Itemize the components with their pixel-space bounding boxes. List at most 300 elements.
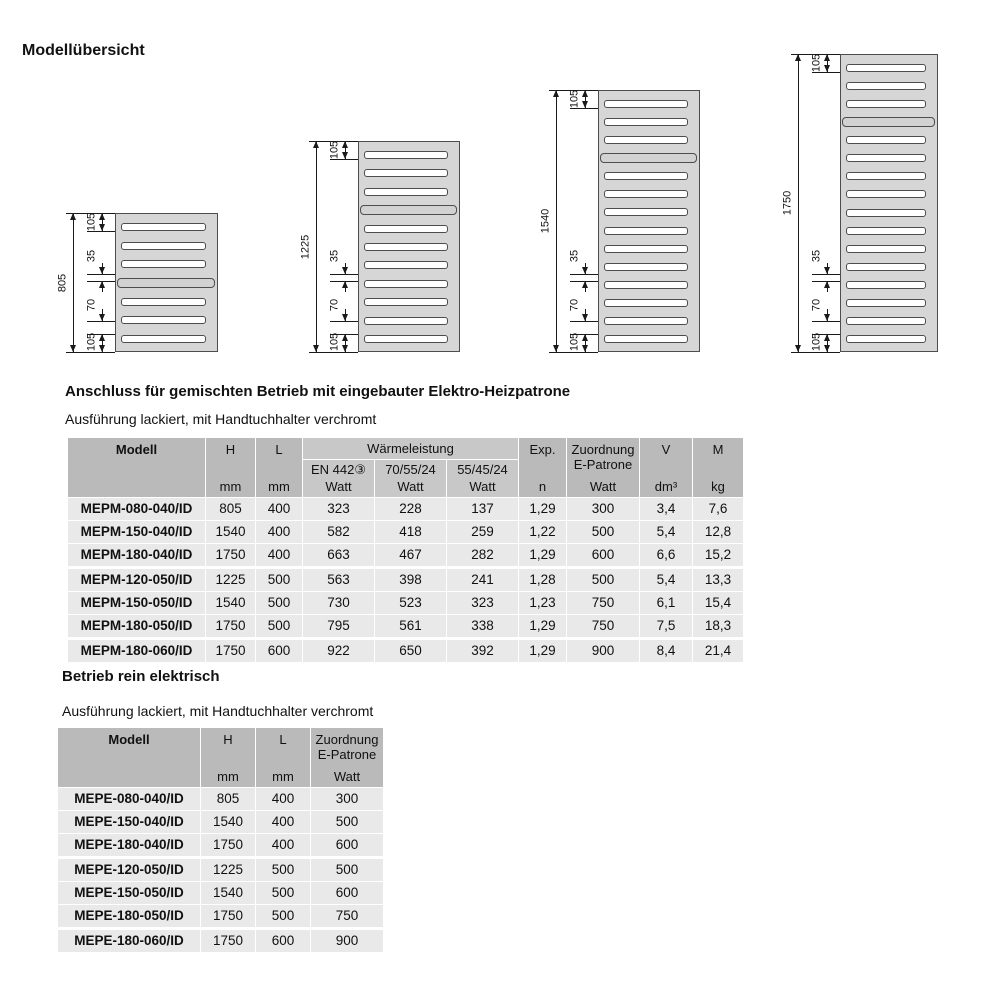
table-cell: 228 [375, 498, 446, 520]
table-cell: 500 [256, 569, 302, 591]
dim-tick [570, 321, 598, 322]
dim-arrow-up-icon [313, 141, 319, 148]
table-cell: 418 [375, 521, 446, 543]
column-label-line: M [712, 442, 724, 457]
column-unit: Watt [397, 479, 424, 494]
table-cell: 241 [447, 569, 518, 591]
dim-label-70: 70 [328, 298, 341, 312]
column-label [385, 462, 436, 477]
radiator-slot [846, 227, 926, 235]
dim-arrow-up-icon [553, 90, 559, 97]
table-cell: 600 [311, 834, 383, 856]
table-cell: 300 [567, 498, 639, 520]
column-label [311, 462, 366, 477]
dim-arrow-down-icon [824, 345, 830, 352]
column-unit: Watt [589, 479, 617, 494]
radiator-slot [846, 245, 926, 253]
table-cell: 400 [256, 498, 302, 520]
radiator-slot [364, 243, 448, 251]
table-cell: 400 [256, 834, 310, 856]
column-label [662, 442, 671, 457]
table-cell: 500 [567, 521, 639, 543]
electric-only-table [58, 728, 383, 952]
table-cell: 1750 [206, 544, 255, 566]
table-cell: 5,4 [640, 569, 692, 591]
table-cell: 467 [375, 544, 446, 566]
table-cell: 1750 [201, 905, 255, 927]
column-label-line: Exp. [529, 442, 556, 457]
radiator-slot [604, 172, 688, 180]
column-header-l [256, 438, 302, 497]
radiator-slot [604, 136, 688, 144]
dim-label-105-top: 105 [810, 53, 823, 73]
column-header-v [640, 438, 692, 497]
column-label [226, 442, 235, 457]
table-cell: 400 [256, 788, 310, 810]
radiator-slot [846, 335, 926, 343]
dim-arrow-down-icon [582, 267, 588, 274]
table-cell: 1540 [201, 882, 255, 904]
table-cell: 750 [311, 905, 383, 927]
table-cell: 500 [256, 592, 302, 614]
dim-tick [791, 352, 840, 353]
dim-tick [66, 352, 115, 353]
table-row [68, 592, 743, 614]
table-row [58, 811, 383, 833]
dim-line [556, 90, 557, 352]
dim-tick [330, 321, 358, 322]
table-cell: 795 [303, 615, 374, 637]
dim-arrow-down-icon [824, 314, 830, 321]
table-row [68, 521, 743, 543]
dim-arrow-down-icon [313, 345, 319, 352]
radiator-slot [846, 100, 926, 108]
table-cell: 1,22 [519, 521, 566, 543]
table-cell: 563 [303, 569, 374, 591]
column-label [316, 732, 379, 762]
dim-arrow-down-icon [582, 101, 588, 108]
radiator-slot [846, 172, 926, 180]
model-cell: MEPE-150-050/ID [58, 882, 200, 904]
dim-arrow-up-icon [582, 90, 588, 97]
column-label [275, 442, 282, 457]
dim-arrow-up-icon [99, 213, 105, 220]
table-cell: 1750 [206, 640, 255, 662]
dim-label-35: 35 [85, 249, 98, 263]
radiator-slot [604, 317, 688, 325]
radiator-slot [846, 82, 926, 90]
table-cell: 1750 [201, 834, 255, 856]
radiator-slot [364, 151, 448, 159]
column-header-l [256, 728, 310, 787]
dim-arrow-down-icon [553, 345, 559, 352]
table-cell: 400 [256, 811, 310, 833]
column-label-line: H [223, 732, 233, 747]
dim-arrow-up-icon [342, 281, 348, 288]
column-label-line: E-Patrone [317, 747, 377, 762]
table-row [58, 859, 383, 881]
column-unit: mm [268, 479, 290, 494]
total-height-label: 805 [56, 273, 69, 292]
model-cell: MEPE-120-050/ID [58, 859, 200, 881]
table-cell: 650 [375, 640, 446, 662]
column-unit: n [538, 479, 547, 494]
model-cell: MEPM-150-050/ID [68, 592, 205, 614]
table-row [68, 544, 743, 566]
table-cell: 6,1 [640, 592, 692, 614]
column-label-line: Modell [115, 442, 158, 457]
sub-header-row [303, 460, 518, 497]
table-cell: 7,5 [640, 615, 692, 637]
table-cell: 582 [303, 521, 374, 543]
dim-label-105-top: 105 [328, 140, 341, 160]
table-cell: 1,29 [519, 544, 566, 566]
table-cell: 282 [447, 544, 518, 566]
radiator-slot [846, 154, 926, 162]
total-height-label: 1540 [539, 208, 552, 234]
radiator-slot [364, 225, 448, 233]
dim-tick [87, 321, 115, 322]
electric-only-table-header [58, 728, 383, 787]
radiator-slot [121, 223, 206, 231]
table-cell: 500 [311, 811, 383, 833]
radiator-slot [604, 208, 688, 216]
dim-arrow-down-icon [99, 224, 105, 231]
column-unit: Watt [325, 479, 352, 494]
column-label [457, 462, 508, 477]
table-cell: 6,6 [640, 544, 692, 566]
column-label [279, 732, 286, 747]
radiator-slot [364, 335, 448, 343]
model-cell: MEPM-180-040/ID [68, 544, 205, 566]
radiator-slot [846, 299, 926, 307]
table-cell: 600 [567, 544, 639, 566]
dim-label-105-top: 105 [568, 89, 581, 109]
radiator-slot [604, 100, 688, 108]
table-cell: 7,6 [693, 498, 743, 520]
table-cell: 392 [447, 640, 518, 662]
table-cell: 1750 [206, 615, 255, 637]
dim-arrow-up-icon [582, 281, 588, 288]
dim-label-105-top: 105 [85, 212, 98, 232]
table-cell: 338 [447, 615, 518, 637]
radiator-slot [604, 335, 688, 343]
table-cell: 1,29 [519, 640, 566, 662]
radiator-slot [364, 280, 448, 288]
table-cell: 21,4 [693, 640, 743, 662]
dim-arrow-up-icon [70, 213, 76, 220]
table-row [58, 834, 383, 856]
table-row [68, 569, 743, 591]
table-cell: 8,4 [640, 640, 692, 662]
table-cell: 922 [303, 640, 374, 662]
dim-arrow-down-icon [582, 314, 588, 321]
section2-subheading: Ausführung lackiert, mit Handtuchhalter verchromt [62, 703, 374, 719]
radiator-slot [846, 317, 926, 325]
table-cell: 500 [256, 882, 310, 904]
model-cell: MEPM-120-050/ID [68, 569, 205, 591]
dim-arrow-down-icon [582, 345, 588, 352]
dim-line [316, 141, 317, 352]
radiator-slot [604, 281, 688, 289]
table-cell: 663 [303, 544, 374, 566]
towel-bar [360, 205, 457, 215]
mixed-operation-table-header [68, 438, 743, 497]
radiator-slot [604, 190, 688, 198]
column-label [108, 732, 149, 747]
dim-line [73, 213, 74, 352]
table-row [58, 788, 383, 810]
column-label [529, 442, 555, 457]
column-label-line: L [279, 732, 287, 747]
table-cell: 805 [201, 788, 255, 810]
dim-label-105-bottom: 105 [568, 332, 581, 352]
column-unit: Watt [469, 479, 496, 494]
table-cell: 15,4 [693, 592, 743, 614]
table-cell: 500 [256, 859, 310, 881]
dim-arrow-down-icon [342, 267, 348, 274]
dim-label-105-bottom: 105 [810, 332, 823, 352]
table-cell: 1540 [201, 811, 255, 833]
dim-arrow-down-icon [824, 267, 830, 274]
dim-tick [812, 321, 840, 322]
dim-arrow-up-icon [342, 141, 348, 148]
model-cell: MEPM-150-040/ID [68, 521, 205, 543]
column-header-zuordnung [567, 438, 639, 497]
table-cell: 730 [303, 592, 374, 614]
towel-bar [842, 117, 935, 127]
table-cell: 1,23 [519, 592, 566, 614]
radiator-slot [604, 118, 688, 126]
column-header-modell [68, 438, 205, 497]
section2-heading: Betrieb rein elektrisch [62, 668, 220, 685]
dim-label-35: 35 [568, 249, 581, 263]
column-unit: mm [219, 479, 242, 494]
model-cell: MEPE-080-040/ID [58, 788, 200, 810]
dim-tick [570, 274, 598, 275]
radiator-slot [846, 209, 926, 217]
dim-arrow-down-icon [342, 314, 348, 321]
table-cell: 5,4 [640, 521, 692, 543]
table-cell: 561 [375, 615, 446, 637]
dim-label-105-bottom: 105 [328, 332, 341, 352]
column-unit: dm³ [654, 479, 678, 494]
dim-label-35: 35 [328, 249, 341, 263]
dim-label-70: 70 [85, 298, 98, 312]
column-label-line: H [225, 442, 236, 457]
radiator-slot [604, 245, 688, 253]
column-header-w554524 [447, 460, 518, 497]
dim-arrow-down-icon [99, 267, 105, 274]
dim-label-105-bottom: 105 [85, 332, 98, 352]
table-cell: 398 [375, 569, 446, 591]
model-cell: MEPM-080-040/ID [68, 498, 205, 520]
table-cell: 323 [447, 592, 518, 614]
table-cell: 750 [567, 615, 639, 637]
radiator-slot [364, 317, 448, 325]
total-height-label: 1750 [781, 190, 794, 216]
dim-arrow-down-icon [99, 314, 105, 321]
dim-arrow-down-icon [342, 345, 348, 352]
table-cell: 12,8 [693, 521, 743, 543]
table-cell: 1,29 [519, 615, 566, 637]
radiator-slot [604, 263, 688, 271]
column-label-line: EN 442③ [310, 462, 366, 477]
table-cell: 600 [256, 640, 302, 662]
table-cell: 1225 [201, 859, 255, 881]
table-cell: 750 [567, 592, 639, 614]
dim-arrow-down-icon [795, 345, 801, 352]
column-label-line: V [661, 442, 671, 457]
table-cell: 1,29 [519, 498, 566, 520]
radiator-slot [604, 299, 688, 307]
table-row [68, 498, 743, 520]
radiator-body [598, 90, 700, 352]
column-header-m [693, 438, 743, 497]
dim-label-70: 70 [568, 298, 581, 312]
radiator-slot [846, 263, 926, 271]
model-cell: MEPE-180-040/ID [58, 834, 200, 856]
mixed-operation-table [68, 438, 743, 662]
table-cell: 3,4 [640, 498, 692, 520]
radiator-slot [364, 169, 448, 177]
dim-arrow-down-icon [342, 152, 348, 159]
towel-bar [600, 153, 697, 163]
table-row [58, 905, 383, 927]
table-row [58, 882, 383, 904]
model-cell: MEPM-180-060/ID [68, 640, 205, 662]
towel-bar [117, 278, 215, 288]
dim-arrow-up-icon [99, 334, 105, 341]
dim-arrow-up-icon [824, 334, 830, 341]
column-header-w705524 [375, 460, 446, 497]
column-label-line: Modell [108, 732, 150, 747]
column-label [572, 442, 635, 472]
table-cell: 1540 [206, 592, 255, 614]
radiator-slot [846, 136, 926, 144]
table-cell: 500 [311, 859, 383, 881]
dim-tick [812, 274, 840, 275]
radiator-slot [121, 316, 206, 324]
column-label-line: E-Patrone [573, 457, 633, 472]
model-cell: MEPE-180-050/ID [58, 905, 200, 927]
group-header-cell: Wärmeleistung [303, 438, 518, 459]
table-cell: 900 [311, 930, 383, 952]
column-label [223, 732, 232, 747]
section1-heading: Anschluss für gemischten Betrieb mit eingebauter Elektro-Heizpatrone [65, 383, 571, 400]
dim-label-70: 70 [810, 298, 823, 312]
table-cell: 600 [311, 882, 383, 904]
radiator-slot [846, 281, 926, 289]
table-cell: 1540 [206, 521, 255, 543]
dim-arrow-down-icon [99, 345, 105, 352]
section1-subheading: Ausführung lackiert, mit Handtuchhalter verchromt [65, 411, 377, 427]
column-label-line: 55/45/24 [457, 462, 508, 477]
radiator-body [840, 54, 938, 352]
table-cell: 18,3 [693, 615, 743, 637]
table-cell: 13,3 [693, 569, 743, 591]
dim-tick [309, 352, 358, 353]
dim-label-35: 35 [810, 249, 823, 263]
column-label-line: Zuordnung [571, 442, 635, 457]
radiator-slot [604, 227, 688, 235]
column-unit: mm [217, 769, 239, 784]
dim-arrow-down-icon [824, 65, 830, 72]
column-label [116, 442, 157, 457]
total-height-label: 1225 [299, 234, 312, 259]
dim-arrow-down-icon [70, 345, 76, 352]
table-cell: 523 [375, 592, 446, 614]
column-header-h [201, 728, 255, 787]
radiator-slot [364, 188, 448, 196]
radiator-slot [846, 64, 926, 72]
radiator-slot [121, 260, 206, 268]
column-label-line: Zuordnung [315, 732, 379, 747]
radiator-slot [121, 298, 206, 306]
radiator-slot [121, 335, 206, 343]
dim-arrow-up-icon [824, 54, 830, 61]
dim-tick [330, 274, 358, 275]
table-row [68, 615, 743, 637]
table-row [68, 640, 743, 662]
dim-line [798, 54, 799, 352]
page-title: Modellübersicht [22, 42, 145, 59]
column-header-en442 [303, 460, 374, 497]
dim-tick [87, 274, 115, 275]
column-unit: mm [272, 769, 294, 784]
table-cell: 805 [206, 498, 255, 520]
column-label [713, 442, 724, 457]
model-cell: MEPE-180-060/ID [58, 930, 200, 952]
radiator-slot [364, 298, 448, 306]
table-cell: 300 [311, 788, 383, 810]
column-header-zuordnung [311, 728, 383, 787]
table-cell: 137 [447, 498, 518, 520]
table-cell: 400 [256, 544, 302, 566]
table-cell: 900 [567, 640, 639, 662]
radiator-slot [846, 190, 926, 198]
column-label-line: 70/55/24 [385, 462, 436, 477]
radiator-slot [121, 242, 206, 250]
column-header-h [206, 438, 255, 497]
table-cell: 1225 [206, 569, 255, 591]
column-label-line: L [275, 442, 283, 457]
column-unit: kg [711, 479, 725, 494]
column-header-exp [519, 438, 566, 497]
column-group [303, 438, 518, 497]
column-unit: Watt [333, 769, 361, 784]
dim-arrow-up-icon [582, 334, 588, 341]
dim-arrow-up-icon [99, 281, 105, 288]
table-cell: 323 [303, 498, 374, 520]
table-cell: 600 [256, 930, 310, 952]
table-cell: 15,2 [693, 544, 743, 566]
table-row [58, 930, 383, 952]
table-cell: 1750 [201, 930, 255, 952]
table-cell: 1,28 [519, 569, 566, 591]
table-cell: 400 [256, 521, 302, 543]
table-cell: 500 [567, 569, 639, 591]
dim-arrow-up-icon [824, 281, 830, 288]
model-cell: MEPE-150-040/ID [58, 811, 200, 833]
dim-arrow-up-icon [795, 54, 801, 61]
model-cell: MEPM-180-050/ID [68, 615, 205, 637]
table-cell: 259 [447, 521, 518, 543]
column-header-modell [58, 728, 200, 787]
table-cell: 500 [256, 615, 302, 637]
dim-tick [549, 352, 598, 353]
table-cell: 500 [256, 905, 310, 927]
